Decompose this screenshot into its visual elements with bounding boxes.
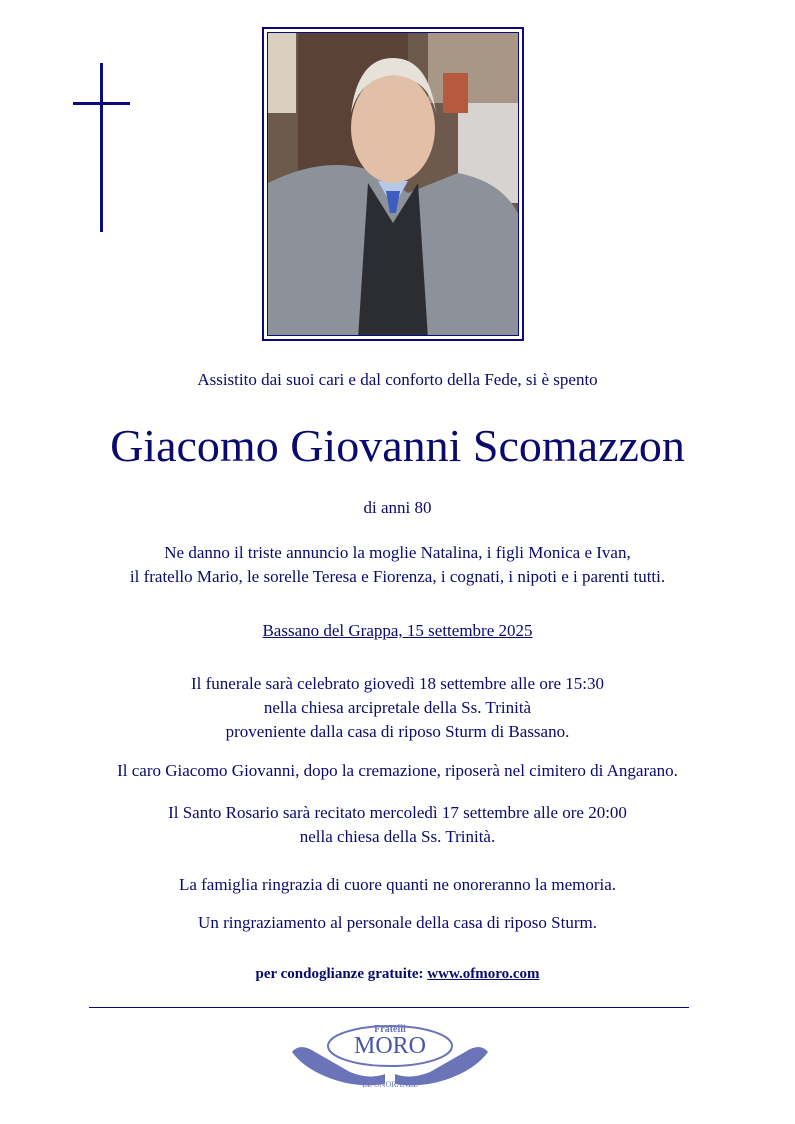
divider-line	[89, 1007, 689, 1008]
announcement-line-1: Ne danno il triste annuncio la moglie Natalina, i figli Monica e Ivan,	[164, 543, 631, 562]
cremation-text: Il caro Giacomo Giovanni, dopo la cremazione, riposerà nel cimitero di Angarano.	[117, 761, 678, 780]
portrait-illustration	[268, 33, 519, 336]
announcement-line-2: il fratello Mario, le sorelle Teresa e Fiorenza, i cognati, i nipoti e i parenti tutti.	[129, 567, 666, 586]
rosary-line-2: nella chiesa della Ss. Trinità.	[299, 827, 496, 846]
logo-top-text: Fratelli	[374, 1024, 406, 1035]
thanks-staff: Un ringraziamento al personale della casa di riposo Sturm.	[198, 913, 597, 932]
portrait-photo-frame	[262, 27, 524, 341]
rosary-line-1: Il Santo Rosario sarà recitato mercoledì 17 settembre alle ore 20:00	[168, 803, 627, 822]
age-text: di anni 80	[363, 498, 432, 517]
portrait-photo	[267, 32, 519, 336]
thanks-family: La famiglia ringrazia di cuore quanti ne onoreranno la memoria.	[178, 875, 617, 894]
condolences-link[interactable]: www.ofmoro.com	[427, 966, 540, 982]
funeral-line-1: Il funerale sarà celebrato giovedì 18 settembre alle ore 15:30	[190, 674, 604, 693]
logo-bottom-text: LE ONORANZE	[362, 1080, 418, 1089]
cross-horizontal-bar	[73, 102, 130, 105]
funeral-line-3: proveniente dalla casa di riposo Sturm di Bassano.	[225, 722, 570, 741]
deceased-name: Giacomo Giovanni Scomazzon	[110, 420, 685, 471]
funeral-line-2: nella chiesa arcipretale della Ss. Trinità	[263, 698, 532, 717]
condolences-line	[0, 964, 795, 984]
place-date: Bassano del Grappa, 15 settembre 2025	[262, 621, 533, 640]
condolences-label: per condoglianze gratuite:	[255, 966, 424, 982]
cross-vertical-bar	[100, 63, 103, 232]
funeral-home-logo	[290, 1022, 490, 1094]
logo-main-text: MORO	[353, 1033, 426, 1059]
intro-text: Assistito dai suoi cari e dal conforto della Fede, si è spento	[197, 370, 598, 389]
